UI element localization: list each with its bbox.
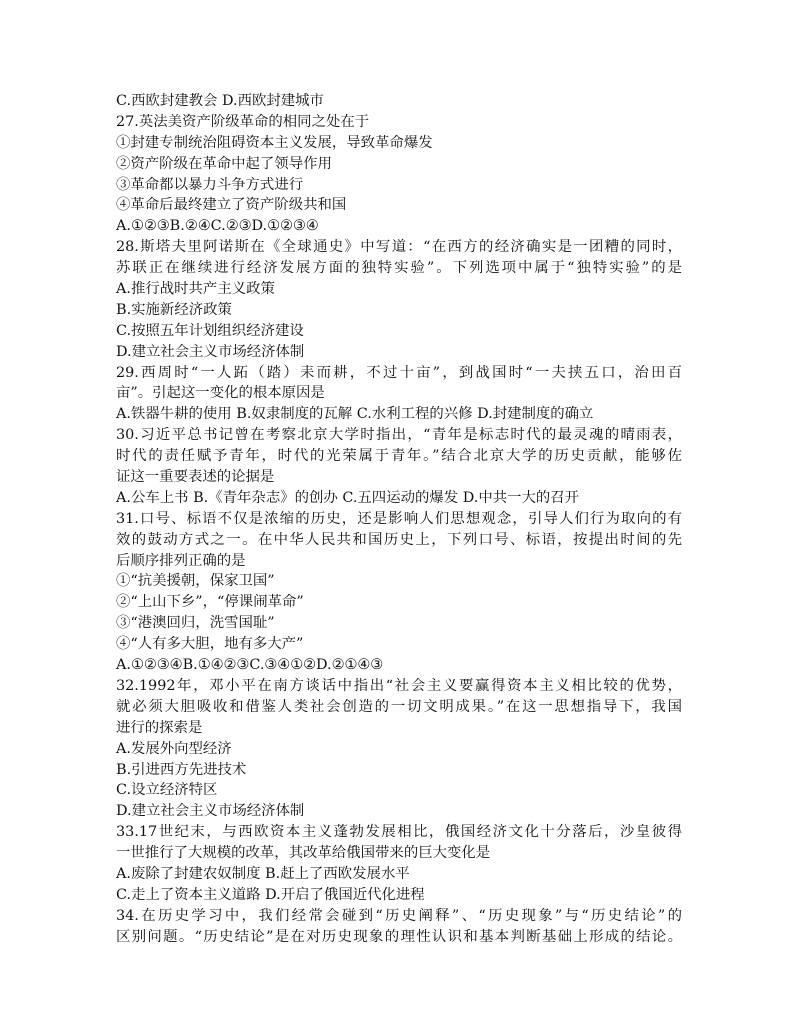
text-line: ④革命后最终建立了资产阶级共和国 [116, 197, 347, 214]
text-line: 后顺序排列正确的是 [116, 552, 246, 569]
text-line: 区别问题。“历史结论”是在对历史现象的理性认识和基本判断基础上形成的结论。 [116, 928, 682, 945]
text-line: 就必须大胆吸收和借鉴人类社会创造的一切文明成果。”在这一思想指导下，我国 [116, 698, 682, 715]
answer-options: A.①②③B.②④C.②③D.①②③④ [116, 218, 319, 235]
text-line: 效的鼓动方式之一。在中华人民共和国历史上，下列口号、标语，按提出时间的先 [116, 531, 682, 548]
question-33-stem: 33.17世纪末，与西欧资本主义蓬勃发展相比，俄国经济文化十分落后，沙皇彼得 [116, 824, 682, 841]
question-29-stem: 29.西周时“一人跖（踏）耒而耕，不过十亩”，到战国时“一夫挟五口，治田百 [116, 364, 682, 381]
text-line: 时代的责任赋予青年，时代的光荣属于青年。”结合北京大学的历史贡献，能够佐 [116, 448, 682, 465]
answer-option: C.设立经济特区 [116, 782, 218, 799]
answer-option: D.建立社会主义市场经济体制 [116, 343, 305, 360]
answer-option: D.建立社会主义市场经济体制 [116, 803, 305, 820]
question-32-stem: 32.1992年，邓小平在南方谈话中指出“社会主义要赢得资本主义相比较的优势， [116, 677, 682, 694]
text-line: C.西欧封建教会 D.西欧封建城市 [116, 93, 324, 109]
text-line: ③革命都以暴力斗争方式进行 [116, 176, 304, 193]
text-line: 苏联正在继续进行经济发展方面的独特实验”。下列选项中属于“独特实验”的是 [116, 260, 682, 277]
answer-option: A.发展外向型经济 [116, 740, 232, 757]
text-line: 证这一重要表述的论据是 [116, 469, 275, 486]
answer-options: A.①②③④B.①④②③C.③④①②D.②①④③ [116, 657, 384, 674]
answer-option: B.引进西方先进技术 [116, 761, 247, 778]
text-line: ③“港澳回归，洗雪国耻” [116, 615, 275, 632]
answer-options: C.走上了资本主义道路 D.开启了俄国近代化进程 [116, 886, 425, 903]
text-line: ①“抗美援朝，保家卫国” [116, 573, 275, 590]
text-line: ④“人有多大胆，地有多大产” [116, 636, 304, 653]
text-line: 亩”。引起这一变化的根本原因是 [116, 385, 325, 402]
answer-options: A.废除了封建农奴制度 B.赶上了西欧发展水平 [116, 865, 410, 882]
text-line: ②“上山下乡”，“停课闹革命” [116, 594, 304, 611]
answer-option: A.推行战时共产主义政策 [116, 281, 275, 298]
question-34-stem: 34.在历史学习中，我们经常会碰到“历史阐释”、“历史现象”与“历史结论”的 [116, 907, 682, 924]
question-30-stem: 30.习近平总书记曾在考察北京大学时指出，“青年是标志时代的最灵魂的晴雨表， [116, 427, 682, 444]
answer-options: A.公车上书 B.《青年杂志》的创办 C.五四运动的爆发 D.中共一大的召开 [116, 489, 580, 506]
answer-option: B.实施新经济政策 [116, 301, 232, 318]
question-28-stem: 28.斯塔夫里阿诺斯在《全球通史》中写道：“在西方的经济确实是一团糟的同时， [116, 239, 682, 256]
text-line: ②资产阶级在革命中起了领导作用 [116, 155, 332, 172]
answer-options: A.铁器牛耕的使用 B.奴隶制度的瓦解 C.水利工程的兴修 D.封建制度的确立 [116, 406, 594, 423]
text-line: 一世推行了大规模的改革，其改革给俄国带来的巨大变化是 [116, 845, 491, 862]
text-line: ①封建专制统治阻碍资本主义发展，导致革命爆发 [116, 134, 433, 151]
document-page [116, 91, 682, 948]
question-31-stem: 31.口号、标语不仅是浓缩的历史，还是影响人们思想观念，引导人们行为取向的有 [116, 510, 682, 527]
question-27-stem: 27.英法美资产阶级革命的相同之处在于 [116, 113, 370, 130]
answer-option: C.按照五年计划组织经济建设 [116, 322, 304, 339]
text-line: 进行的探索是 [116, 719, 203, 736]
